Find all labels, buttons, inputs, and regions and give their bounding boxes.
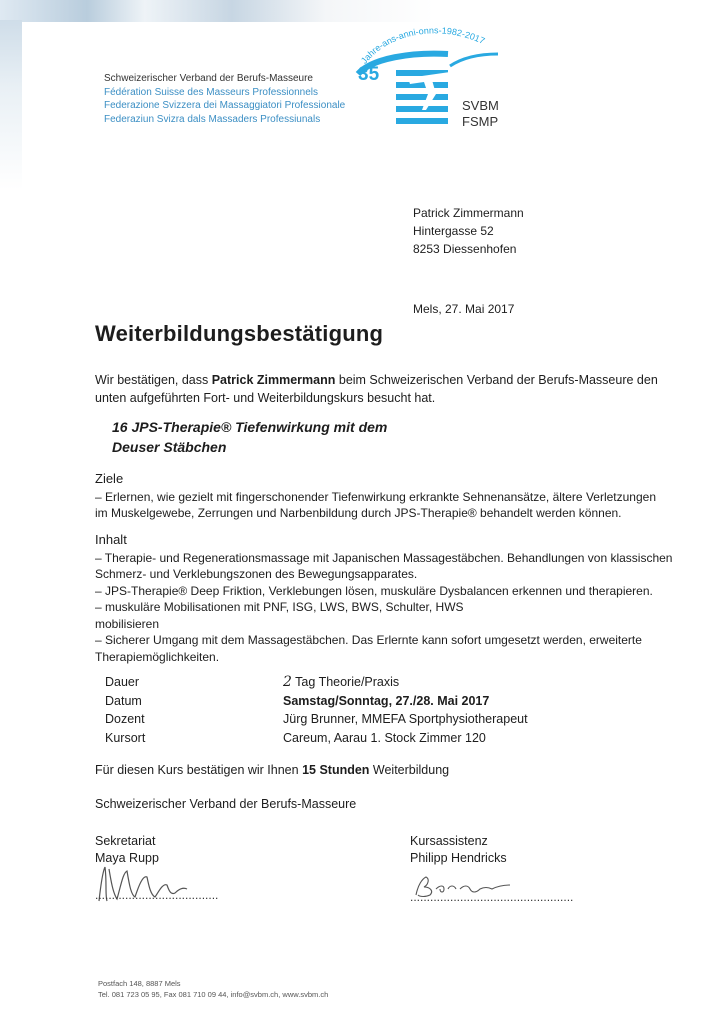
content-section <box>95 532 695 665</box>
hours-text-2: Weiterbildung <box>369 763 450 777</box>
intro-paragraph <box>95 371 685 407</box>
duration-value <box>283 673 399 692</box>
organization-names <box>104 72 345 126</box>
intro-text-1: Wir bestätigen, dass <box>95 373 212 387</box>
content-line: Therapiemöglichkeiten. <box>95 649 220 664</box>
hours-text-1: Für diesen Kurs bestätigen wir Ihnen <box>95 763 303 777</box>
location-value: Careum, Aarau 1. Stock Zimmer 120 <box>283 730 486 745</box>
hours-amount: 15 Stunden <box>302 763 370 777</box>
duration-text: Tag Theorie/Praxis <box>291 675 400 689</box>
goals-line: – Erlernen, wie gezielt mit fingerschonender Tiefenwirkung erkrankte Sehnenansätze, ältere Verletzungen <box>95 489 656 504</box>
signoff-organization: Schweizerischer Verband der Berufs-Masseure <box>95 797 357 811</box>
content-line: mobilisieren <box>95 616 160 631</box>
logo-abbr-svbm: SVBM <box>462 98 499 113</box>
signature-block-right <box>410 833 573 906</box>
lecturer-label: Dozent <box>105 712 145 726</box>
goals-heading: Ziele <box>95 471 124 486</box>
logo-arc-text: Jahre-ans-anni-onns-1982-2017 <box>358 25 487 66</box>
org-name-fr: Fédération Suisse des Masseurs Professionnels <box>104 86 318 98</box>
signature-right-line: ................................................. <box>410 890 574 904</box>
org-name-rm: Federaziun Svizra dals Massaders Professiunals <box>104 113 321 125</box>
hours-confirmation <box>95 763 449 777</box>
content-line: – muskuläre Mobilisationen mit PNF, ISG, LWS, BWS, Schulter, HWS <box>95 600 464 614</box>
date-value: Samstag/Sonntag, 27./28. Mai 2017 <box>283 693 490 708</box>
content-line: – JPS-Therapie® Deep Friktion, Verklebungen lösen, muskuläre Dysbalancen erkennen und therapieren. <box>95 583 653 598</box>
recipient-address <box>413 204 524 258</box>
document-title: Weiterbildungsbestätigung <box>95 321 384 346</box>
content-line: – Sicherer Umgang mit dem Massagestäbchen. Das Erlernte kann sofort umgesetzt werden, erweiterte <box>95 633 642 647</box>
svbm-logo <box>352 18 512 138</box>
duration-handwritten-number: 2 <box>283 674 292 690</box>
content-heading: Inhalt <box>95 532 127 547</box>
content-line: – Therapie- und Regenerationsmassage mit Japanischen Massagestäbchen. Behandlungen von klassischen <box>95 550 673 565</box>
date-label: Datum <box>105 693 142 708</box>
course-title-line-1: 16 JPS-Therapie® Tiefenwirkung mit dem <box>112 419 388 435</box>
signature-right-name: Philipp Hendricks <box>410 851 507 865</box>
logo-number: 35 <box>358 64 380 85</box>
goals-section <box>95 471 695 522</box>
signature-right-role: Kursassistenz <box>410 834 488 848</box>
recipient-name: Patrick Zimmermann <box>413 206 524 220</box>
course-title-line-2: Deuser Stäbchen <box>112 439 227 455</box>
content-line: Schmerz- und Verklebungszonen des Bewegungsapparates. <box>95 567 418 581</box>
signature-left-role: Sekretariat <box>95 834 156 848</box>
signature-block-left <box>95 833 218 904</box>
course-title <box>112 417 387 457</box>
org-name-de: Schweizerischer Verband der Berufs-Masseure <box>104 73 313 84</box>
duration-label: Dauer <box>105 675 140 689</box>
recipient-city: 8253 Diessenhofen <box>413 242 517 256</box>
footer-postbox: Postfach 148, 8887 Mels <box>98 979 181 988</box>
intro-text-2: beim Schweizerischen Verband der Berufs-Masseure den unten aufgeführten Fort- und Weiterbildungskurs besucht hat. <box>95 373 658 405</box>
scan-edge-left <box>0 20 22 190</box>
footer-contact: Tel. 081 723 05 95, Fax 081 710 09 44, info@svbm.ch, www.svbm.ch <box>98 990 329 999</box>
recipient-street: Hintergasse 52 <box>413 224 494 238</box>
footer <box>98 978 328 1000</box>
lecturer-value: Jürg Brunner, MMEFA Sportphysiotherapeut <box>283 712 528 726</box>
signature-left-line: ..................................... <box>95 888 219 902</box>
goals-line: im Muskelgewebe, Zerrungen und Narbenbildung durch JPS-Therapie® behandelt werden können. <box>95 506 622 520</box>
place-date: Mels, 27. Mai 2017 <box>413 302 515 316</box>
signature-left-name: Maya Rupp <box>95 851 159 865</box>
intro-participant-name: Patrick Zimmermann <box>211 373 336 387</box>
location-label: Kursort <box>105 730 146 745</box>
org-name-it: Federazione Svizzera dei Massaggiatori Professionale <box>104 100 346 111</box>
logo-abbr-fsmp: FSMP <box>462 114 499 129</box>
